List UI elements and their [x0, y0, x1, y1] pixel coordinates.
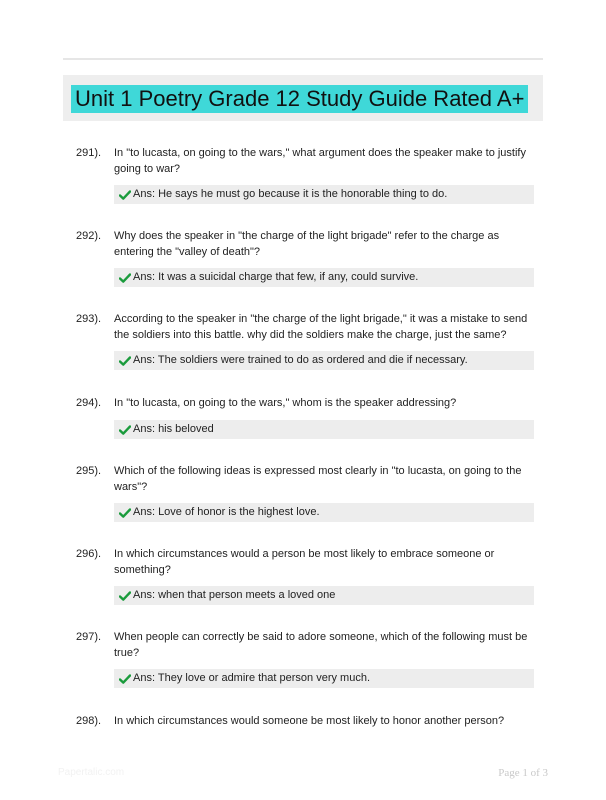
- answer-text: Ans: his beloved: [133, 423, 214, 435]
- answer-text: Ans: Love of honor is the highest love.: [133, 506, 320, 518]
- answer-text: Ans: when that person meets a loved one: [133, 589, 336, 601]
- question-number: 297).: [76, 631, 102, 643]
- check-icon: [118, 190, 132, 200]
- question-text: In "to lucasta, on going to the wars," what argument does the speaker make to justify going to war?: [114, 147, 526, 175]
- question-number: 295).: [76, 465, 102, 477]
- title-panel: [63, 75, 543, 121]
- page-title: Unit 1 Poetry Grade 12 Study Guide Rated A+: [71, 85, 528, 113]
- answer-text: Ans: They love or admire that person very much.: [133, 672, 371, 684]
- question-text: In which circumstances would a person be most likely to embrace someone or something?: [114, 548, 495, 576]
- question-text: According to the speaker in "the charge of the light brigade," it was a mistake to send the soldiers into this battle. why did the soldiers make the charge, just the same?: [114, 313, 528, 341]
- check-icon: [118, 508, 132, 518]
- question-number: 298).: [76, 715, 102, 727]
- question-number: 296).: [76, 548, 102, 560]
- answer-text: Ans: He says he must go because it is the honorable thing to do.: [133, 188, 448, 200]
- answer-box: [114, 669, 534, 688]
- answer-box: [114, 420, 534, 439]
- check-icon: [118, 273, 132, 283]
- question-number: 294).: [76, 397, 102, 409]
- page-number: Page 1 of 3: [498, 767, 548, 779]
- check-icon: [118, 425, 132, 435]
- question-number: 293).: [76, 313, 102, 325]
- footer-watermark: Papertalic.com: [58, 767, 125, 778]
- question-text: Which of the following ideas is expressed most clearly in "to lucasta, on going to the wars"?: [114, 465, 522, 493]
- answer-box: [114, 351, 534, 370]
- question-number: 292).: [76, 230, 102, 242]
- question-text: Why does the speaker in "the charge of the light brigade" refer to the charge as entering the "valley of death"?: [114, 230, 500, 258]
- answer-box: [114, 503, 534, 522]
- question-text: When people can correctly be said to adore someone, which of the following must be true?: [114, 631, 528, 659]
- answer-box: [114, 586, 534, 605]
- answer-box: [114, 268, 534, 287]
- answer-text: Ans: The soldiers were trained to do as ordered and die if necessary.: [133, 354, 468, 366]
- top-divider: [63, 58, 543, 60]
- check-icon: [118, 674, 132, 684]
- question-text: In which circumstances would someone be most likely to honor another person?: [114, 715, 505, 727]
- check-icon: [118, 356, 132, 366]
- check-icon: [118, 591, 132, 601]
- answer-text: Ans: It was a suicidal charge that few, if any, could survive.: [133, 271, 419, 283]
- question-text: In "to lucasta, on going to the wars," whom is the speaker addressing?: [114, 397, 457, 409]
- answer-box: [114, 185, 534, 204]
- question-number: 291).: [76, 147, 102, 159]
